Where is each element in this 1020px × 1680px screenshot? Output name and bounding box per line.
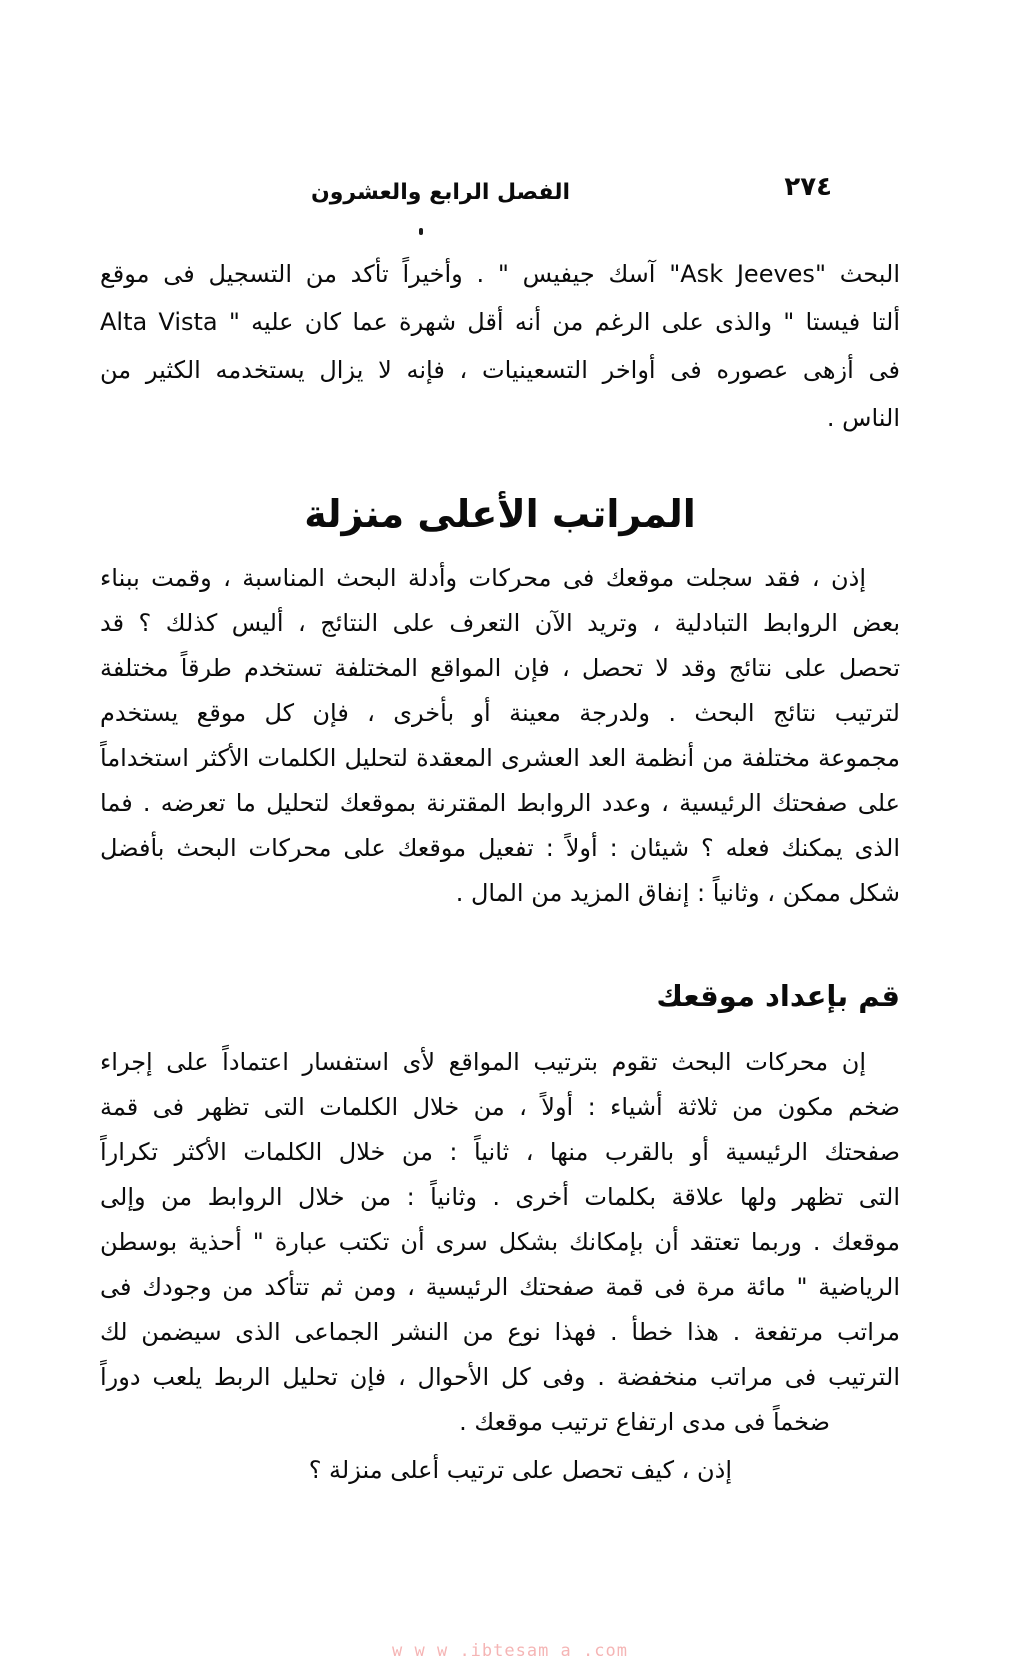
closing-paragraph: [100, 1448, 900, 1493]
body-line: فى أزهى عصوره فى أواخر التسعينيات ، فإنه لا يزال يستخدمه الكثير من: [100, 356, 900, 384]
scan-speck: [419, 228, 423, 235]
body-line: الناس .: [826, 404, 900, 432]
closing-line: إذن ، كيف تحصل على ترتيب أعلى منزلة ؟: [308, 1456, 732, 1484]
section-heading-sub: قم بإعداد موقعك: [656, 979, 900, 1013]
body-line: شكل ممكن ، وثانياً : إنفاق المزيد من المال .: [455, 879, 900, 907]
paragraph-3: [100, 1040, 900, 1445]
body-line: الترتيب فى مراتب منخفضة . وفى كل الأحوال ، فإن تحليل الربط يلعب دوراً: [100, 1363, 900, 1391]
body-line: ضخم مكون من ثلاثة أشياء : أولاً ، من خلال الكلمات التى تظهر فى قمة: [100, 1093, 900, 1121]
body-line: بعض الروابط التبادلية ، وتريد الآن التعرف على النتائج ، أليس كذلك ؟ قد: [100, 609, 900, 637]
body-line: موقعك . وربما تعتقد أن بإمكانك بشكل سرى أن تكتب عبارة " أحذية بوسطن: [100, 1228, 900, 1256]
watermark-text: w w w .ibtesam a .com: [392, 1641, 628, 1661]
body-line: تحصل على نتائج وقد لا تحصل ، فإن المواقع المختلفة تستخدم طرقاً مختلفة: [100, 654, 900, 682]
body-line: الرياضية " مائة مرة فى قمة صفحتك الرئيسية ، ومن ثم تتأكد من وجودك فى: [100, 1273, 900, 1301]
body-line: إن محركات البحث تقوم بترتيب المواقع لأى استفسار اعتماداً على إجراء: [100, 1048, 866, 1076]
body-line: صفحتك الرئيسية أو بالقرب منها ، ثانياً : من خلال الكلمات الأكثر تكراراً: [100, 1138, 900, 1166]
body-line: التى تظهر ولها علاقة بكلمات أخرى . وثانياً : من خلال الروابط من وإلى: [100, 1183, 900, 1211]
body-line: Alta Vista " ألتا فيستا " والذى على الرغم من أنه أقل شهرة عما كان عليه: [100, 308, 900, 336]
page-number: ٢٧٤: [784, 172, 832, 202]
body-line: ضخماً فى مدى ارتفاع ترتيب موقعك .: [459, 1408, 830, 1436]
paragraph-2: [100, 556, 900, 916]
section-heading-main: المراتب الأعلى منزلة: [304, 492, 696, 536]
body-line: مجموعة مختلفة من أنظمة العد العشرى المعقدة لتحليل الكلمات الأكثر استخداماً: [100, 744, 900, 772]
body-line: لترتيب نتائج البحث . ولدرجة معينة أو بأخرى ، فإن كل موقع يستخدم: [100, 699, 900, 727]
body-line: مراتب مرتفعة . هذا خطأ . فهذا نوع من النشر الجماعى الذى سيضمن لك: [100, 1318, 900, 1346]
body-line: على صفحتك الرئيسية ، وعدد الروابط المقترنة بموقعك لتحليل ما تعرضه . فما: [100, 789, 900, 817]
body-line: البحث "Ask Jeeves" آسك جيفيس " . وأخيراً تأكد من التسجيل فى موقع: [100, 260, 900, 288]
body-line: الذى يمكنك فعله ؟ شيئان : أولاً : تفعيل موقعك على محركات البحث بأفضل: [100, 834, 900, 862]
paragraph-1: [100, 250, 900, 442]
chapter-title: الفصل الرابع والعشرون: [310, 180, 570, 205]
body-line: إذن ، فقد سجلت موقعك فى محركات وأدلة البحث المناسبة ، وقمت ببناء: [100, 564, 866, 592]
